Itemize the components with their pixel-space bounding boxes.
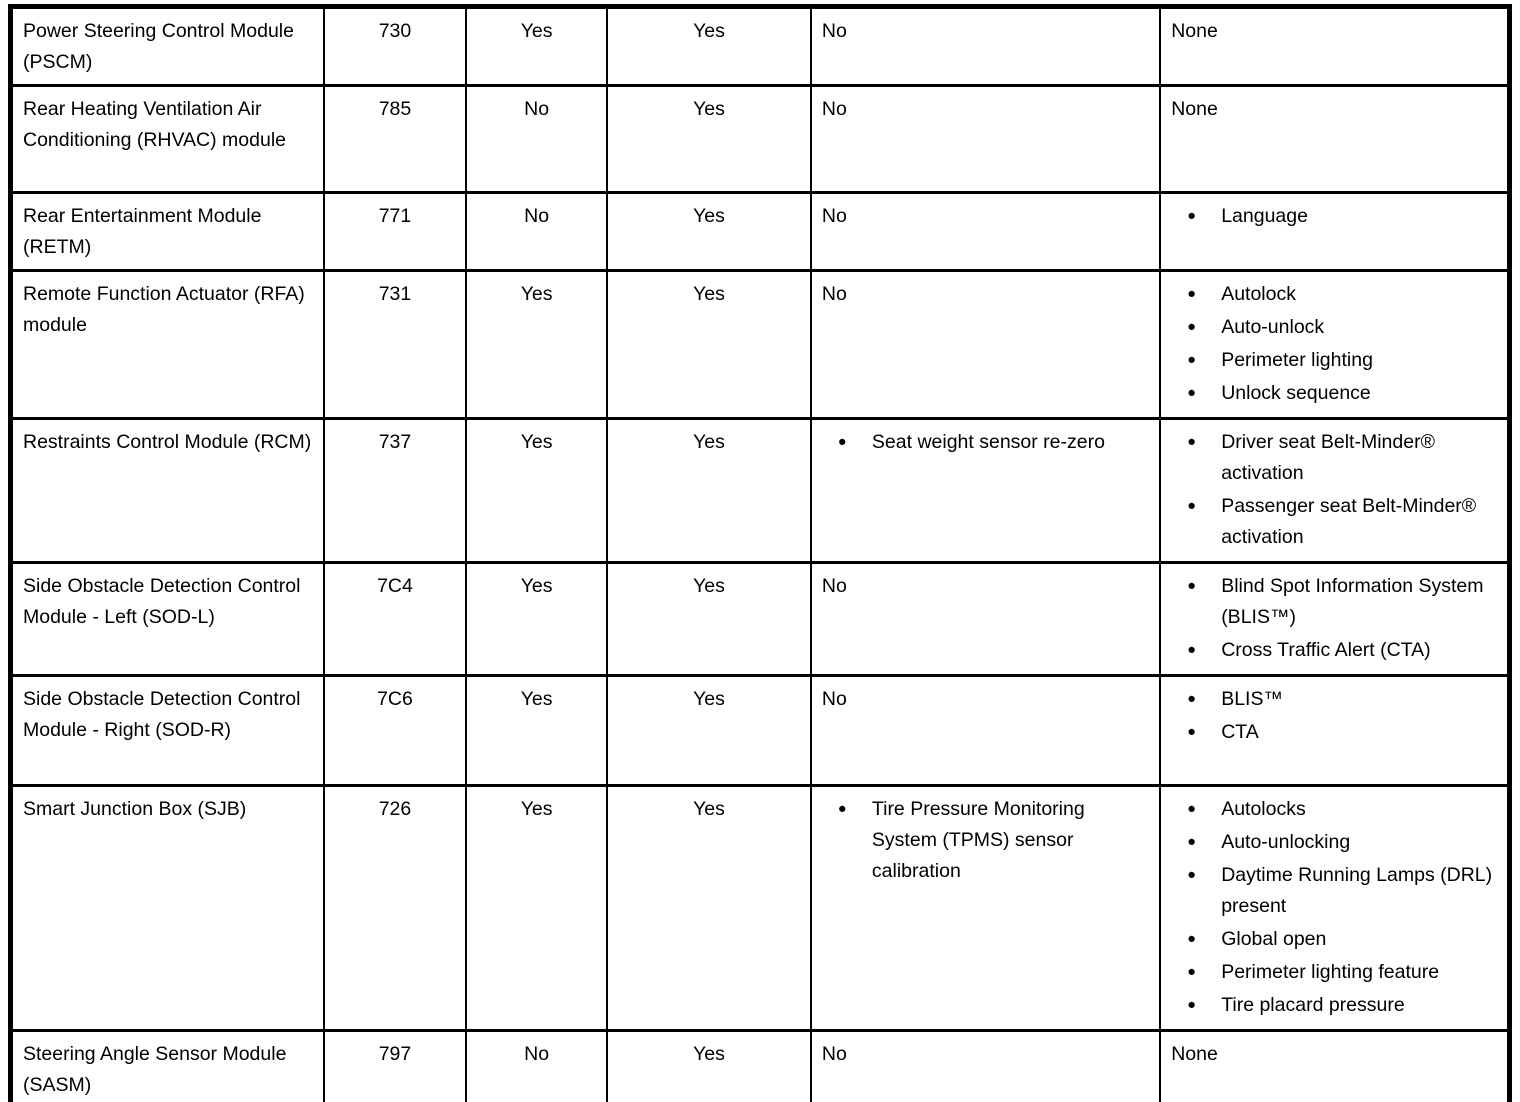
bullet-text: Auto-unlock — [1221, 316, 1325, 338]
bullet-item — [1171, 794, 1499, 825]
column5-list-cell — [811, 271, 1160, 419]
table-row — [11, 86, 1510, 193]
bullet-text: Blind Spot Information System (BLIS™) — [1221, 575, 1484, 628]
module-address-cell: 785 — [324, 86, 466, 193]
column3-value-cell: Yes — [466, 676, 607, 786]
bullet-icon: ● — [1187, 691, 1196, 707]
bullet-icon: ● — [1187, 867, 1196, 883]
column3-value-cell: Yes — [466, 786, 607, 1031]
bullet-text: Autolock — [1221, 283, 1296, 305]
bullet-item — [1171, 312, 1499, 343]
bullet-icon: ● — [1187, 801, 1196, 817]
module-name-cell: Steering Angle Sensor Module (SASM) — [11, 1031, 324, 1102]
bullet-text: Driver seat Belt-Minder® activation — [1221, 431, 1435, 484]
bullet-icon: ● — [1187, 834, 1196, 850]
column5-list-cell — [811, 1031, 1160, 1102]
cell-text: No — [821, 1043, 847, 1065]
table-row — [11, 676, 1510, 786]
column6-list-cell — [1160, 193, 1509, 271]
module-name-cell: Smart Junction Box (SJB) — [11, 786, 324, 1031]
bullet-icon: ● — [1187, 385, 1196, 401]
bullet-text: Tire placard pressure — [1221, 994, 1405, 1016]
bullet-item — [822, 427, 1151, 458]
column3-value-cell: Yes — [466, 563, 607, 676]
bullet-text: Auto-unlocking — [1221, 831, 1351, 853]
column4-value-cell: Yes — [607, 563, 811, 676]
bullet-icon: ● — [1187, 724, 1196, 740]
column4-value-cell: Yes — [607, 676, 811, 786]
cell-text: No — [821, 20, 847, 42]
bullet-icon: ● — [1187, 352, 1196, 368]
column5-list-cell — [811, 563, 1160, 676]
module-address-cell: 730 — [324, 7, 466, 86]
bullet-icon: ● — [837, 801, 847, 817]
bullet-text: Autolocks — [1221, 798, 1306, 820]
module-address-cell: 7C6 — [324, 676, 466, 786]
bullet-item — [1171, 957, 1499, 988]
table-row — [11, 1031, 1510, 1102]
module-address-cell: 7C4 — [324, 563, 466, 676]
bullet-text: BLIS™ — [1221, 688, 1283, 710]
module-name-cell: Remote Function Actuator (RFA) module — [11, 271, 324, 419]
bullet-icon: ● — [1187, 931, 1196, 947]
bullet-item — [822, 794, 1151, 887]
module-address-cell: 797 — [324, 1031, 466, 1102]
bullet-item — [1171, 860, 1499, 922]
bullet-item — [1171, 345, 1499, 376]
column5-list-cell — [811, 676, 1160, 786]
bullet-item — [1171, 427, 1499, 489]
bullet-item — [1171, 635, 1499, 666]
bullet-item — [1171, 924, 1499, 955]
bullet-text: Tire Pressure Monitoring System (TPMS) sensor calibration — [871, 798, 1085, 882]
table-row — [11, 419, 1510, 563]
column5-list-cell — [811, 7, 1160, 86]
cell-text: No — [821, 575, 847, 597]
bullet-item — [1171, 571, 1499, 633]
column3-value-cell: No — [466, 1031, 607, 1102]
bullet-icon: ● — [1187, 578, 1196, 594]
cell-text: No — [821, 205, 847, 227]
table-row — [11, 7, 1510, 86]
column6-list-cell — [1160, 86, 1509, 193]
bullet-text: Cross Traffic Alert (CTA) — [1221, 639, 1431, 661]
column6-list-cell — [1160, 271, 1509, 419]
column6-list-cell — [1160, 563, 1509, 676]
column4-value-cell: Yes — [607, 786, 811, 1031]
cell-text: None — [1171, 1043, 1218, 1065]
bullet-icon: ● — [1187, 964, 1196, 980]
column4-value-cell: Yes — [607, 193, 811, 271]
column3-value-cell: No — [466, 193, 607, 271]
module-name-cell: Restraints Control Module (RCM) — [11, 419, 324, 563]
cell-text: None — [1171, 98, 1218, 120]
column6-list-cell — [1160, 676, 1509, 786]
column6-list-cell — [1160, 419, 1509, 563]
bullet-text: Seat weight sensor re-zero — [871, 431, 1105, 453]
module-name-cell: Rear Heating Ventilation Air Conditioning (RHVAC) module — [11, 86, 324, 193]
bullet-text: Language — [1221, 205, 1308, 227]
column4-value-cell: Yes — [607, 271, 811, 419]
column4-value-cell: Yes — [607, 86, 811, 193]
bullet-text: Daytime Running Lamps (DRL) present — [1221, 864, 1493, 917]
bullet-text: Unlock sequence — [1221, 382, 1371, 404]
cell-text: No — [821, 283, 847, 305]
table-row — [11, 193, 1510, 271]
module-programming-table — [8, 4, 1512, 1102]
bullet-item — [1171, 827, 1499, 858]
bullet-icon: ● — [837, 434, 847, 450]
bullet-icon: ● — [1187, 997, 1196, 1013]
bullet-icon: ● — [1187, 286, 1196, 302]
column5-list-cell — [811, 419, 1160, 563]
table-row — [11, 563, 1510, 676]
bullet-item — [1171, 279, 1499, 310]
module-address-cell: 737 — [324, 419, 466, 563]
module-name-cell: Side Obstacle Detection Control Module - Right (SOD-R) — [11, 676, 324, 786]
column6-list-cell — [1160, 7, 1509, 86]
column4-value-cell: Yes — [607, 1031, 811, 1102]
column6-list-cell — [1160, 1031, 1509, 1102]
bullet-icon: ● — [1187, 642, 1196, 658]
bullet-item — [1171, 201, 1499, 232]
bullet-text: CTA — [1221, 721, 1259, 743]
column3-value-cell: No — [466, 86, 607, 193]
bullet-icon: ● — [1187, 434, 1196, 450]
cell-text: No — [821, 688, 847, 710]
bullet-item — [1171, 717, 1499, 748]
bullet-text: Global open — [1221, 928, 1327, 950]
column5-list-cell — [811, 193, 1160, 271]
table-row — [11, 271, 1510, 419]
cell-text: None — [1171, 20, 1218, 42]
bullet-icon: ● — [1187, 319, 1196, 335]
column5-list-cell — [811, 86, 1160, 193]
module-address-cell: 771 — [324, 193, 466, 271]
column3-value-cell: Yes — [466, 419, 607, 563]
column4-value-cell: Yes — [607, 7, 811, 86]
bullet-item — [1171, 990, 1499, 1021]
bullet-item — [1171, 684, 1499, 715]
bullet-text: Passenger seat Belt-Minder® activation — [1221, 495, 1477, 548]
bullet-text: Perimeter lighting feature — [1221, 961, 1440, 983]
cell-text: No — [821, 98, 847, 120]
bullet-text: Perimeter lighting — [1221, 349, 1373, 371]
table-row — [11, 786, 1510, 1031]
module-address-cell: 726 — [324, 786, 466, 1031]
column4-value-cell: Yes — [607, 419, 811, 563]
bullet-icon: ● — [1187, 208, 1196, 224]
column3-value-cell: Yes — [466, 7, 607, 86]
column3-value-cell: Yes — [466, 271, 607, 419]
module-name-cell: Side Obstacle Detection Control Module - Left (SOD-L) — [11, 563, 324, 676]
bullet-item — [1171, 378, 1499, 409]
bullet-icon: ● — [1187, 498, 1196, 514]
module-address-cell: 731 — [324, 271, 466, 419]
module-name-cell: Power Steering Control Module (PSCM) — [11, 7, 324, 86]
module-name-cell: Rear Entertainment Module (RETM) — [11, 193, 324, 271]
column5-list-cell — [811, 786, 1160, 1031]
bullet-item — [1171, 491, 1499, 553]
column6-list-cell — [1160, 786, 1509, 1031]
